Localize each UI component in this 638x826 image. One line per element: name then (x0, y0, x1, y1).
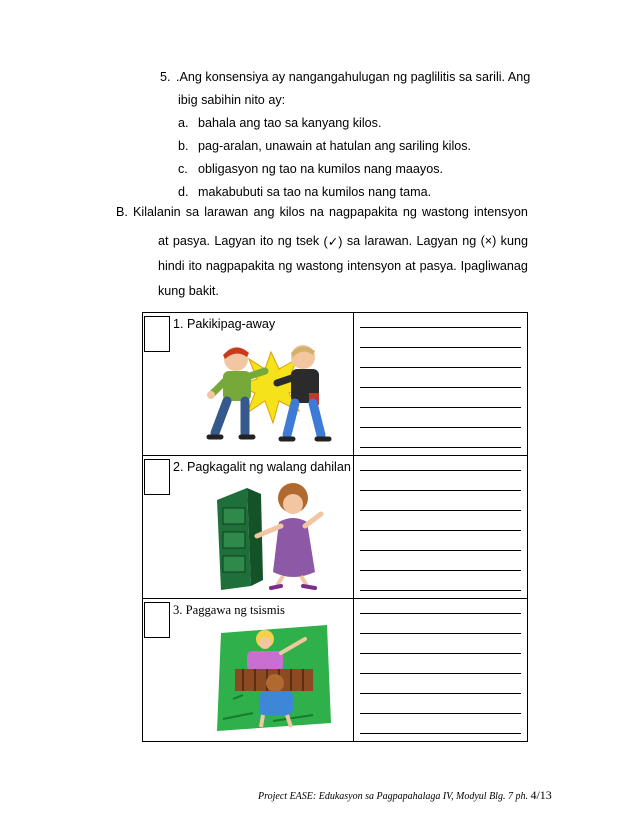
table-row (143, 599, 528, 742)
answer-line[interactable] (360, 490, 521, 491)
answer-line[interactable] (360, 347, 521, 348)
answer-line[interactable] (360, 387, 521, 388)
question-text-line-1: .Ang konsensiya ay nangangahulugan ng paglilitis sa sarili. Ang (176, 70, 531, 84)
answer-line[interactable] (360, 673, 521, 674)
answer-lines (354, 456, 527, 598)
answer-line[interactable] (360, 713, 521, 714)
answer-line[interactable] (360, 367, 521, 368)
instruction-line-3: hindi ito nagpapakita ng wastong intensyon at pasya. Ipagliwanag (158, 259, 528, 273)
item-label: 1. Pakikipag-away (173, 317, 276, 331)
answer-lines (354, 313, 527, 455)
table-row (143, 313, 528, 456)
question-text-line-2: ibig sabihin nito ay: (178, 93, 286, 107)
answer-line[interactable] (360, 590, 521, 591)
two-boys-fighting-icon (201, 337, 341, 447)
instruction-line-2: at pasya. Lagyan ito ng tsek (✓) sa larawan. Lagyan ng (×) kung (158, 234, 528, 249)
answer-box[interactable] (144, 459, 170, 495)
answer-lines (354, 599, 527, 741)
answer-line[interactable] (360, 447, 521, 448)
answer-line[interactable] (360, 407, 521, 408)
answer-line[interactable] (360, 613, 521, 614)
table-row (143, 456, 528, 599)
answer-box[interactable] (144, 602, 170, 638)
gossiping-neighbors-icon (213, 623, 333, 735)
answer-line[interactable] (360, 570, 521, 571)
answer-line[interactable] (360, 633, 521, 634)
option-b: b. pag-aralan, unawain at hatulan ang sariling kilos. (178, 139, 472, 153)
option-d: d. makabubuti sa tao na kumilos nang tama. (178, 185, 432, 199)
answer-line[interactable] (360, 530, 521, 531)
answer-line[interactable] (360, 510, 521, 511)
instruction-line-4: kung bakit. (158, 284, 219, 298)
answer-line[interactable] (360, 327, 521, 328)
question-number: 5. (160, 70, 171, 84)
worksheet-table (142, 312, 528, 742)
answer-line[interactable] (360, 470, 521, 471)
instruction-line-1: B. Kilalanin sa larawan ang kilos na nagpapakita ng wastong intensyon (116, 205, 528, 219)
item-label: 2. Pagkagalit ng walang dahilan (173, 460, 351, 474)
option-a: a. bahala ang tao sa kanyang kilos. (178, 116, 382, 130)
answer-box[interactable] (144, 316, 170, 352)
item-label: 3. Paggawa ng tsismis (173, 603, 285, 617)
angry-woman-at-cabinet-icon (211, 480, 341, 592)
answer-line[interactable] (360, 550, 521, 551)
answer-line[interactable] (360, 693, 521, 694)
answer-line[interactable] (360, 653, 521, 654)
page-footer (258, 788, 552, 803)
option-c: c. obligasyon ng tao na kumilos nang maayos. (178, 162, 444, 176)
answer-line[interactable] (360, 733, 521, 734)
answer-line[interactable] (360, 427, 521, 428)
footer-text: Project EASE: Edukasyon sa Pagpapahalaga IV, Modyul Blg. 7 ph. (258, 791, 531, 802)
page-number: 4/13 (530, 788, 552, 802)
